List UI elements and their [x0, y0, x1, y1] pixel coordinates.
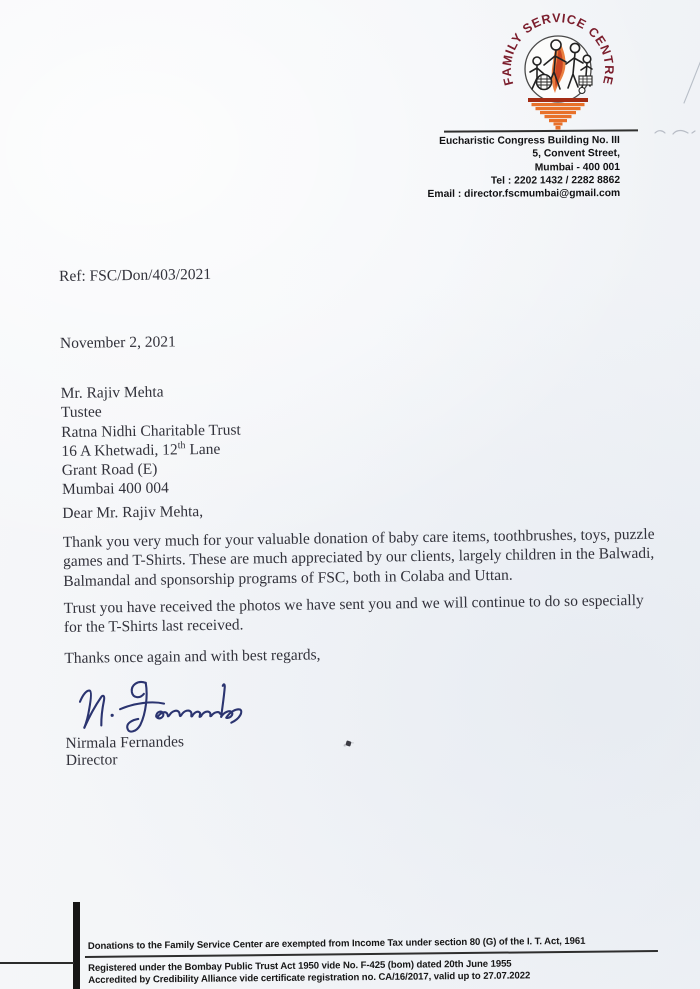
address-line: Mumbai - 400 001 [534, 161, 621, 174]
footer-registration-line: Registered under the Bombay Public Trust Act 1950 vide No. F-425 (bom) dated 20th June 1955 [88, 958, 512, 974]
recipient-name: Mr. Rajiv Mehta [60, 383, 164, 403]
footer-accreditation-line: Accredited by Credibility Alliance vide certificate registration no. CA/16/2017, valid up to 27.07.2022 [88, 970, 531, 986]
recipient-area: Grant Road (E) [61, 460, 158, 480]
recipient-organization: Ratna Nidhi Charitable Trust [61, 421, 241, 441]
recipient-street: 16 A Khetwadi, 12th Lane [61, 440, 221, 460]
paragraph-line: games and T-Shirts. These are much appreciated by our clients, largely children in the Balwadi, [62, 545, 655, 571]
address-line: Email : director.fscmumbai@gmail.com [427, 188, 621, 201]
footer-underline-rule [85, 950, 658, 958]
paragraph-line: Thank you very much for your valuable donation of baby care items, toothbrushes, toys, puzzle [62, 525, 655, 552]
footer-tax-exemption-line: Donations to the Family Service Center are exempted from Income Tax under section 80 (G) of the I. T. Act, 1961 [87, 935, 586, 952]
recipient-city: Mumbai 400 004 [61, 480, 169, 499]
address-line: Tel : 2202 1432 / 2282 8862 [490, 174, 621, 187]
logo-arc-text: FAMILY SERVICE CENTRE [499, 12, 617, 87]
paragraph-line: for the T-Shirts last received. [63, 616, 244, 637]
paragraph-line: Balmandal and sponsorship programs of FSC, both in Colaba and Uttan. [63, 566, 513, 590]
salutation-line: Dear Mr. Rajiv Mehta, [62, 503, 204, 523]
recipient-title: Tustee [60, 403, 102, 422]
address-line: Eucharistic Congress Building No. III [439, 135, 620, 147]
paragraph-line: Trust you have received the photos we have sent you and we will continue to do so especially [63, 591, 644, 617]
address-line: 5, Convent Street, [532, 148, 620, 160]
scan-scratch-artifact [681, 52, 700, 104]
footer-left-rule [0, 962, 74, 964]
reference-number-line: Ref: FSC/Don/403/2021 [58, 265, 212, 286]
ordinal-suffix: th [177, 440, 186, 452]
date-line: November 2, 2021 [59, 333, 176, 353]
footer-black-bar [73, 902, 80, 989]
footer-text-block [75, 0, 700, 989]
closing-line: Thanks once again and with best regards, [64, 646, 321, 667]
signer-title: Director [65, 751, 118, 769]
signer-name: Nirmala Fernandes [65, 733, 185, 752]
pencil-mark-artifact [653, 124, 697, 138]
